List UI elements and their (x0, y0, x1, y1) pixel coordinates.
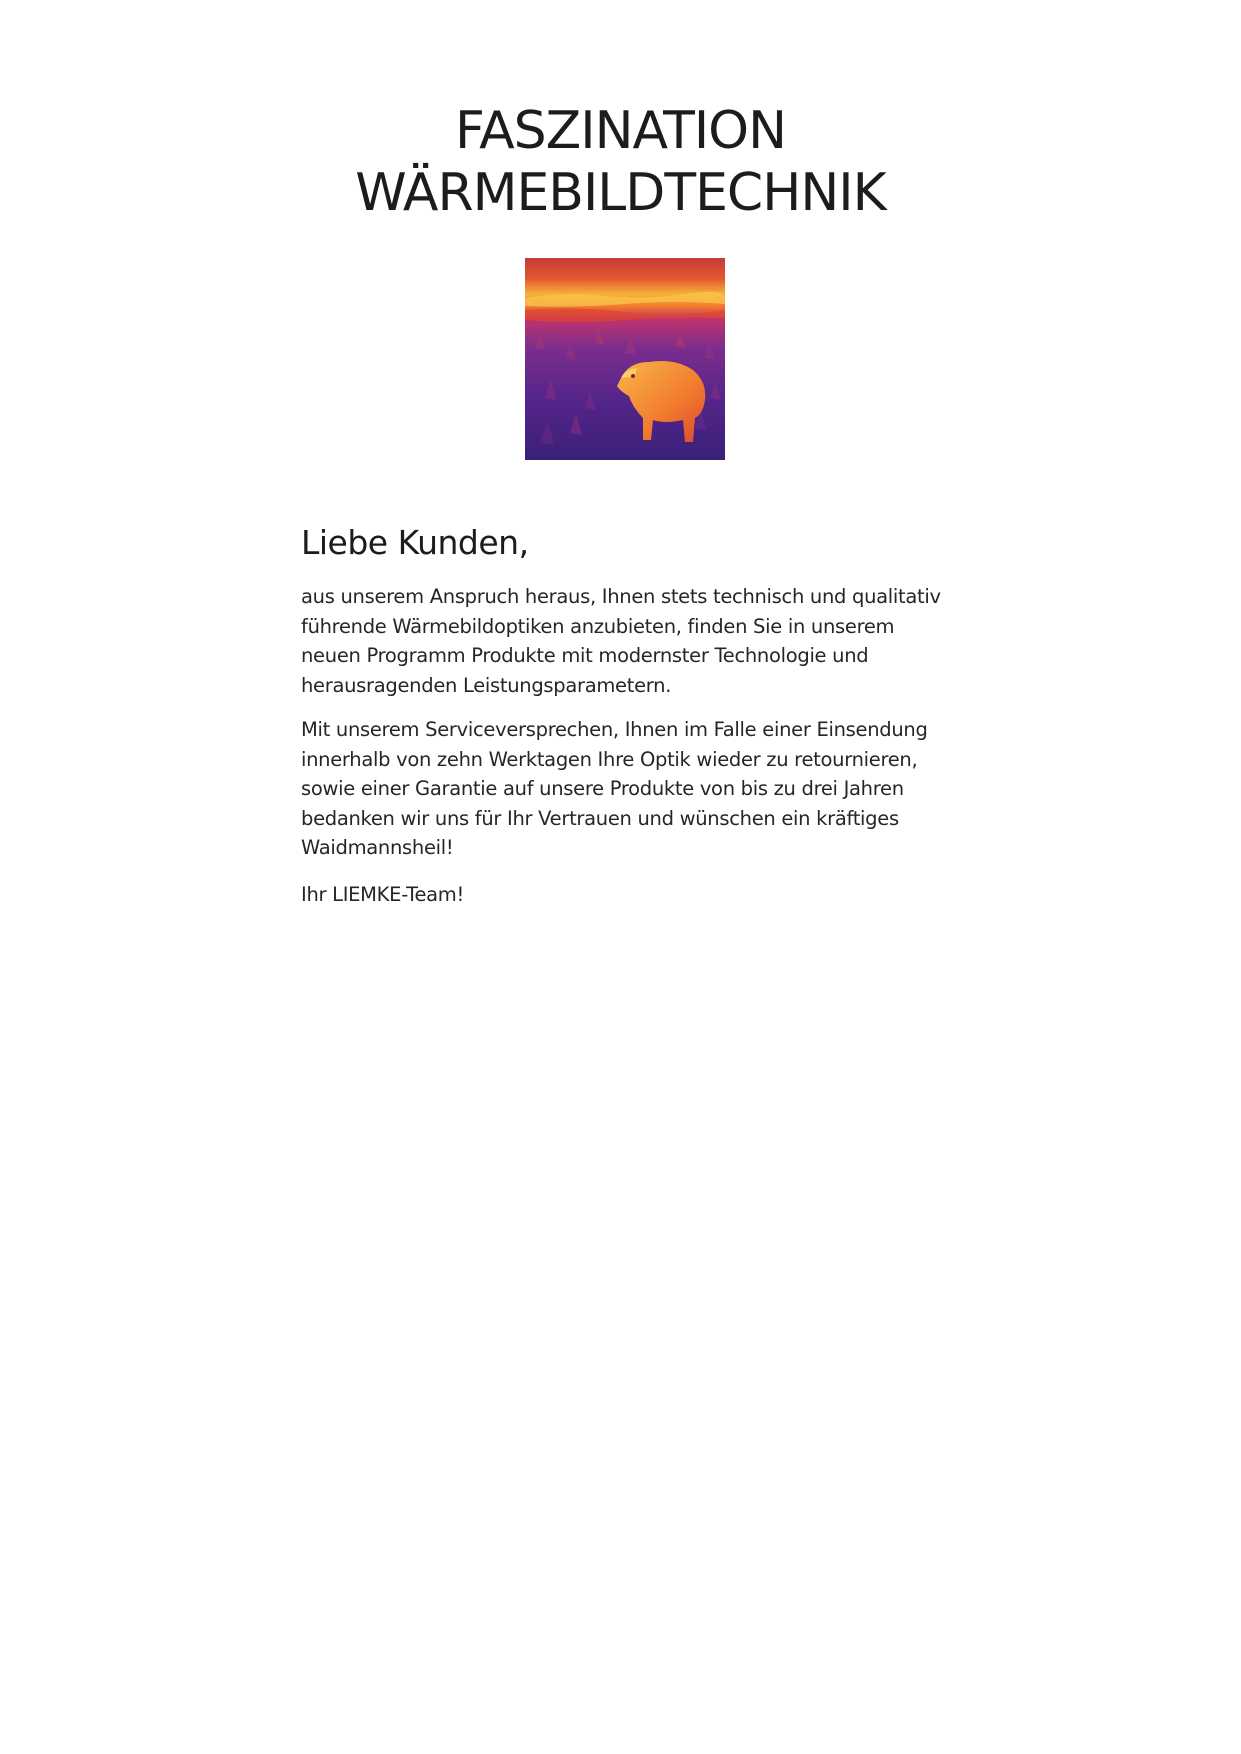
service-line: Mit unserem Serviceversprechen, Ihnen im Falle einer Einsendung (301, 718, 928, 741)
title-line-2: WÄRMEBILDTECHNIK (355, 163, 886, 223)
service-line: innerhalb von zehn Werktagen Ihre Optik wieder zu retournieren, (301, 747, 918, 771)
service-paragraph (301, 715, 1001, 863)
signature-text: Ihr LIEMKE-Team! (301, 883, 464, 906)
intro-line: herausragenden Leistungsparametern. (301, 673, 672, 697)
service-line: bedanken wir uns für Ihr Vertrauen und wünschen ein kräftiges (301, 806, 899, 830)
thermal-boar-image (525, 258, 725, 460)
intro-line: neuen Programm Produkte mit modernster Technologie und (301, 644, 869, 667)
service-line: sowie einer Garantie auf unsere Produkte von bis zu drei Jahren (301, 777, 904, 800)
page-title (0, 100, 1241, 224)
intro-line: führende Wärmebildoptiken anzubieten, finden Sie in unserem (301, 614, 895, 638)
service-line: Waidmannsheil! (301, 836, 454, 859)
intro-line: aus unserem Anspruch heraus, Ihnen stets technisch und qualitativ (301, 585, 941, 608)
intro-paragraph (301, 582, 1001, 700)
signature (301, 880, 1001, 910)
title-line-1: FASZINATION (454, 101, 787, 161)
greeting: Liebe Kunden, (301, 523, 529, 562)
